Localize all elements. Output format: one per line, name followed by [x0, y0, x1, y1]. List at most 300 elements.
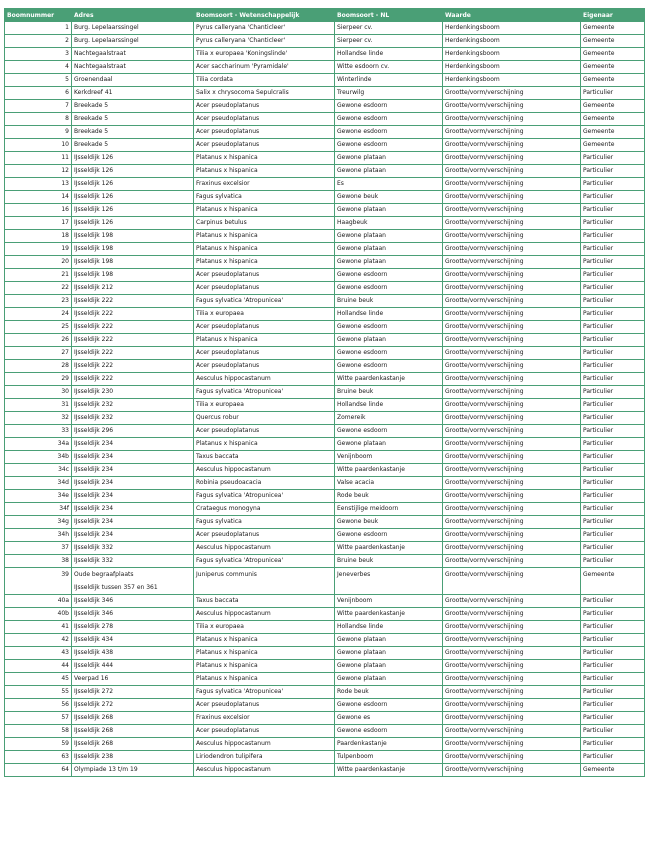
boomnummer-cell: 34f: [5, 503, 72, 516]
boomnummer-cell: 12: [5, 165, 72, 178]
waarde-cell: Grootte/vorm/verschijning: [443, 295, 581, 308]
boomnummer-cell: 59: [5, 738, 72, 751]
table-row: [5, 451, 645, 464]
waarde-cell: Grootte/vorm/verschijning: [443, 386, 581, 399]
eigenaar-cell: Gemeente: [581, 100, 645, 113]
wetenschappelijk-cell: Platanus x hispanica: [194, 152, 335, 165]
waarde-cell: Grootte/vorm/verschijning: [443, 113, 581, 126]
wetenschappelijk-cell: Juniperus communis: [194, 568, 335, 595]
table-row: [5, 464, 645, 477]
boomnummer-cell: 37: [5, 542, 72, 555]
waarde-cell: Grootte/vorm/verschijning: [443, 87, 581, 100]
wetenschappelijk-cell: Fagus sylvatica 'Atropunicea': [194, 555, 335, 568]
table-body: [5, 22, 645, 777]
address-line: Oude begraafplaats: [74, 571, 134, 578]
waarde-cell: Grootte/vorm/verschijning: [443, 425, 581, 438]
wetenschappelijk-cell: Acer saccharinum 'Pyramidale': [194, 61, 335, 74]
col-header-adres: Adres: [72, 9, 194, 22]
table-row: [5, 126, 645, 139]
col-header-eigenaar: Eigenaar: [581, 9, 645, 22]
boomnummer-cell: 8: [5, 113, 72, 126]
eigenaar-cell: Particulier: [581, 412, 645, 425]
eigenaar-cell: Particulier: [581, 673, 645, 686]
adres-cell: IJsseldijk 346: [72, 595, 194, 608]
wetenschappelijk-cell: Platanus x hispanica: [194, 243, 335, 256]
adres-cell: Burg. Lepelaarssingel: [72, 35, 194, 48]
table-row: [5, 568, 645, 595]
adres-cell: Kerkdreef 41: [72, 87, 194, 100]
waarde-cell: Grootte/vorm/verschijning: [443, 529, 581, 542]
nl-cell: Gewone esdoorn: [335, 269, 443, 282]
wetenschappelijk-cell: Acer pseudoplatanus: [194, 139, 335, 152]
adres-cell: IJsseldijk 230: [72, 386, 194, 399]
wetenschappelijk-cell: Fraxinus excelsior: [194, 178, 335, 191]
nl-cell: Valse acacia: [335, 477, 443, 490]
wetenschappelijk-cell: Fagus sylvatica 'Atropunicea': [194, 295, 335, 308]
eigenaar-cell: Particulier: [581, 360, 645, 373]
adres-cell: Breekade 5: [72, 113, 194, 126]
eigenaar-cell: Particulier: [581, 87, 645, 100]
table-row: [5, 503, 645, 516]
nl-cell: Haagbeuk: [335, 217, 443, 230]
nl-cell: Rode beuk: [335, 686, 443, 699]
nl-cell: Gewone plataan: [335, 152, 443, 165]
eigenaar-cell: Particulier: [581, 269, 645, 282]
nl-cell: Gewone esdoorn: [335, 529, 443, 542]
adres-cell: IJsseldijk 234: [72, 451, 194, 464]
table-row: [5, 191, 645, 204]
wetenschappelijk-cell: Platanus x hispanica: [194, 634, 335, 647]
nl-cell: Gewone plataan: [335, 438, 443, 451]
nl-cell: Paardenkastanje: [335, 738, 443, 751]
adres-cell: Breekade 5: [72, 100, 194, 113]
table-row: [5, 178, 645, 191]
nl-cell: Tulpenboom: [335, 751, 443, 764]
boomnummer-cell: 1: [5, 22, 72, 35]
waarde-cell: Grootte/vorm/verschijning: [443, 308, 581, 321]
adres-cell: IJsseldijk 238: [72, 751, 194, 764]
adres-cell: Breekade 5: [72, 139, 194, 152]
adres-cell: IJsseldijk 212: [72, 282, 194, 295]
eigenaar-cell: Gemeente: [581, 126, 645, 139]
boomnummer-cell: 27: [5, 347, 72, 360]
wetenschappelijk-cell: Platanus x hispanica: [194, 204, 335, 217]
eigenaar-cell: Particulier: [581, 621, 645, 634]
eigenaar-cell: Gemeente: [581, 48, 645, 61]
table-row: [5, 386, 645, 399]
waarde-cell: Grootte/vorm/verschijning: [443, 217, 581, 230]
nl-cell: Gewone es: [335, 712, 443, 725]
waarde-cell: Grootte/vorm/verschijning: [443, 647, 581, 660]
nl-cell: Zomereik: [335, 412, 443, 425]
wetenschappelijk-cell: Aesculus hippocastanum: [194, 542, 335, 555]
eigenaar-cell: Gemeente: [581, 139, 645, 152]
waarde-cell: Grootte/vorm/verschijning: [443, 347, 581, 360]
eigenaar-cell: Particulier: [581, 490, 645, 503]
boomnummer-cell: 34h: [5, 529, 72, 542]
nl-cell: Gewone esdoorn: [335, 282, 443, 295]
boomnummer-cell: 24: [5, 308, 72, 321]
wetenschappelijk-cell: Acer pseudoplatanus: [194, 529, 335, 542]
table-row: [5, 438, 645, 451]
col-header-boomnummer: Boomnummer: [5, 9, 72, 22]
eigenaar-cell: Gemeente: [581, 764, 645, 777]
table-row: [5, 516, 645, 529]
boomnummer-cell: 30: [5, 386, 72, 399]
wetenschappelijk-cell: Salix x chrysocoma Sepulcralis: [194, 87, 335, 100]
adres-cell: IJsseldijk 438: [72, 647, 194, 660]
adres-cell: Nachtegaalstraat: [72, 61, 194, 74]
nl-cell: Gewone esdoorn: [335, 139, 443, 152]
nl-cell: Venijnboom: [335, 595, 443, 608]
nl-cell: Witte paardenkastanje: [335, 464, 443, 477]
boomnummer-cell: 44: [5, 660, 72, 673]
eigenaar-cell: Particulier: [581, 217, 645, 230]
table-row: [5, 477, 645, 490]
address-line: IJsseldijk tussen 357 en 361: [74, 584, 158, 591]
adres-cell: IJsseldijk 126: [72, 191, 194, 204]
table-row: [5, 243, 645, 256]
wetenschappelijk-cell: Platanus x hispanica: [194, 230, 335, 243]
adres-cell: Veerpad 16: [72, 673, 194, 686]
boomnummer-cell: 20: [5, 256, 72, 269]
boomnummer-cell: 40a: [5, 595, 72, 608]
table-row: [5, 295, 645, 308]
waarde-cell: Grootte/vorm/verschijning: [443, 412, 581, 425]
wetenschappelijk-cell: Acer pseudoplatanus: [194, 725, 335, 738]
wetenschappelijk-cell: Fagus sylvatica: [194, 516, 335, 529]
adres-cell: Burg. Lepelaarssingel: [72, 22, 194, 35]
nl-cell: Gewone esdoorn: [335, 100, 443, 113]
wetenschappelijk-cell: Aesculus hippocastanum: [194, 373, 335, 386]
waarde-cell: Herdenkingsboom: [443, 35, 581, 48]
eigenaar-cell: Particulier: [581, 647, 645, 660]
waarde-cell: Grootte/vorm/verschijning: [443, 490, 581, 503]
wetenschappelijk-cell: Fagus sylvatica 'Atropunicea': [194, 490, 335, 503]
table-row: [5, 686, 645, 699]
wetenschappelijk-cell: Taxus baccata: [194, 451, 335, 464]
nl-cell: Gewone beuk: [335, 191, 443, 204]
boomnummer-cell: 13: [5, 178, 72, 191]
boomnummer-cell: 34b: [5, 451, 72, 464]
trees-table: [4, 8, 645, 777]
table-row: [5, 139, 645, 152]
eigenaar-cell: Particulier: [581, 334, 645, 347]
wetenschappelijk-cell: Platanus x hispanica: [194, 334, 335, 347]
table-row: [5, 490, 645, 503]
nl-cell: Gewone plataan: [335, 660, 443, 673]
adres-cell: IJsseldijk 234: [72, 477, 194, 490]
table-row: [5, 673, 645, 686]
boomnummer-cell: 29: [5, 373, 72, 386]
waarde-cell: Grootte/vorm/verschijning: [443, 243, 581, 256]
waarde-cell: Grootte/vorm/verschijning: [443, 230, 581, 243]
waarde-cell: Grootte/vorm/verschijning: [443, 126, 581, 139]
boomnummer-cell: 34d: [5, 477, 72, 490]
adres-cell: IJsseldijk 126: [72, 152, 194, 165]
wetenschappelijk-cell: Fagus sylvatica 'Atropunicea': [194, 686, 335, 699]
nl-cell: Bruine beuk: [335, 295, 443, 308]
eigenaar-cell: Particulier: [581, 699, 645, 712]
boomnummer-cell: 10: [5, 139, 72, 152]
nl-cell: Gewone plataan: [335, 256, 443, 269]
wetenschappelijk-cell: Tilia x europaea: [194, 621, 335, 634]
boomnummer-cell: 16: [5, 204, 72, 217]
boomnummer-cell: 58: [5, 725, 72, 738]
table-row: [5, 204, 645, 217]
wetenschappelijk-cell: Quercus robur: [194, 412, 335, 425]
eigenaar-cell: Particulier: [581, 178, 645, 191]
nl-cell: Venijnboom: [335, 451, 443, 464]
nl-cell: Gewone esdoorn: [335, 360, 443, 373]
waarde-cell: Grootte/vorm/verschijning: [443, 568, 581, 595]
wetenschappelijk-cell: Acer pseudoplatanus: [194, 269, 335, 282]
adres-cell: IJsseldijk 272: [72, 699, 194, 712]
eigenaar-cell: Particulier: [581, 321, 645, 334]
nl-cell: Gewone esdoorn: [335, 321, 443, 334]
wetenschappelijk-cell: Tilia cordata: [194, 74, 335, 87]
boomnummer-cell: 39: [5, 568, 72, 595]
nl-cell: Hollandse linde: [335, 48, 443, 61]
eigenaar-cell: Gemeente: [581, 35, 645, 48]
nl-cell: Gewone esdoorn: [335, 347, 443, 360]
table-row: [5, 399, 645, 412]
boomnummer-cell: 34e: [5, 490, 72, 503]
eigenaar-cell: Particulier: [581, 542, 645, 555]
table-row: [5, 152, 645, 165]
table-row: [5, 230, 645, 243]
col-header-wetenschappelijk: Boomsoort - Wetenschappelijk: [194, 9, 335, 22]
wetenschappelijk-cell: Liriodendron tulipifera: [194, 751, 335, 764]
nl-cell: Gewone plataan: [335, 204, 443, 217]
boomnummer-cell: 40b: [5, 608, 72, 621]
table-row: [5, 595, 645, 608]
eigenaar-cell: Particulier: [581, 308, 645, 321]
waarde-cell: Herdenkingsboom: [443, 48, 581, 61]
nl-cell: Gewone plataan: [335, 673, 443, 686]
waarde-cell: Grootte/vorm/verschijning: [443, 660, 581, 673]
wetenschappelijk-cell: Acer pseudoplatanus: [194, 699, 335, 712]
boomnummer-cell: 18: [5, 230, 72, 243]
waarde-cell: Grootte/vorm/verschijning: [443, 699, 581, 712]
table-row: [5, 412, 645, 425]
nl-cell: Gewone esdoorn: [335, 113, 443, 126]
eigenaar-cell: Particulier: [581, 660, 645, 673]
table-row: [5, 712, 645, 725]
table-row: [5, 621, 645, 634]
waarde-cell: Grootte/vorm/verschijning: [443, 373, 581, 386]
adres-cell: IJsseldijk 126: [72, 217, 194, 230]
table-row: [5, 725, 645, 738]
eigenaar-cell: Particulier: [581, 686, 645, 699]
table-row: [5, 425, 645, 438]
wetenschappelijk-cell: Pyrus calleryana 'Chanticleer': [194, 35, 335, 48]
adres-cell: [72, 568, 194, 595]
waarde-cell: Herdenkingsboom: [443, 74, 581, 87]
table-row: [5, 165, 645, 178]
boomnummer-cell: 9: [5, 126, 72, 139]
nl-cell: Es: [335, 178, 443, 191]
table-row: [5, 373, 645, 386]
adres-cell: IJsseldijk 332: [72, 542, 194, 555]
adres-cell: IJsseldijk 268: [72, 738, 194, 751]
nl-cell: Jeneverbes: [335, 568, 443, 595]
eigenaar-cell: Gemeente: [581, 22, 645, 35]
nl-cell: Witte paardenkastanje: [335, 373, 443, 386]
table-row: [5, 269, 645, 282]
boomnummer-cell: 23: [5, 295, 72, 308]
wetenschappelijk-cell: Platanus x hispanica: [194, 165, 335, 178]
table-row: [5, 647, 645, 660]
wetenschappelijk-cell: Aesculus hippocastanum: [194, 738, 335, 751]
table-row: [5, 608, 645, 621]
adres-cell: IJsseldijk 198: [72, 230, 194, 243]
adres-cell: IJsseldijk 222: [72, 308, 194, 321]
nl-cell: Bruine beuk: [335, 386, 443, 399]
adres-cell: IJsseldijk 126: [72, 165, 194, 178]
nl-cell: Hollandse linde: [335, 621, 443, 634]
adres-cell: IJsseldijk 444: [72, 660, 194, 673]
nl-cell: Witte paardenkastanje: [335, 542, 443, 555]
nl-cell: Sierpeer cv.: [335, 22, 443, 35]
adres-cell: IJsseldijk 272: [72, 686, 194, 699]
eigenaar-cell: Particulier: [581, 725, 645, 738]
adres-cell: IJsseldijk 434: [72, 634, 194, 647]
wetenschappelijk-cell: Tilia x europaea: [194, 308, 335, 321]
adres-cell: IJsseldijk 234: [72, 464, 194, 477]
nl-cell: Bruine beuk: [335, 555, 443, 568]
nl-cell: Hollandse linde: [335, 308, 443, 321]
nl-cell: Gewone esdoorn: [335, 425, 443, 438]
table-row: [5, 113, 645, 126]
waarde-cell: Grootte/vorm/verschijning: [443, 542, 581, 555]
wetenschappelijk-cell: Platanus x hispanica: [194, 438, 335, 451]
waarde-cell: Grootte/vorm/verschijning: [443, 334, 581, 347]
nl-cell: Witte esdoorn cv.: [335, 61, 443, 74]
adres-cell: IJsseldijk 222: [72, 321, 194, 334]
waarde-cell: Grootte/vorm/verschijning: [443, 451, 581, 464]
boomnummer-cell: 57: [5, 712, 72, 725]
nl-cell: Winterlinde: [335, 74, 443, 87]
wetenschappelijk-cell: Fraxinus excelsior: [194, 712, 335, 725]
eigenaar-cell: Gemeente: [581, 61, 645, 74]
table-row: [5, 347, 645, 360]
wetenschappelijk-cell: Fagus sylvatica 'Atropunicea': [194, 386, 335, 399]
adres-cell: IJsseldijk 234: [72, 516, 194, 529]
adres-cell: IJsseldijk 198: [72, 256, 194, 269]
nl-cell: Hollandse linde: [335, 399, 443, 412]
table-row: [5, 529, 645, 542]
boomnummer-cell: 5: [5, 74, 72, 87]
boomnummer-cell: 42: [5, 634, 72, 647]
eigenaar-cell: Particulier: [581, 282, 645, 295]
nl-cell: Rode beuk: [335, 490, 443, 503]
wetenschappelijk-cell: Acer pseudoplatanus: [194, 360, 335, 373]
waarde-cell: Grootte/vorm/verschijning: [443, 269, 581, 282]
table-row: [5, 634, 645, 647]
waarde-cell: Grootte/vorm/verschijning: [443, 673, 581, 686]
waarde-cell: Grootte/vorm/verschijning: [443, 256, 581, 269]
waarde-cell: Grootte/vorm/verschijning: [443, 738, 581, 751]
wetenschappelijk-cell: Aesculus hippocastanum: [194, 764, 335, 777]
table-row: [5, 660, 645, 673]
waarde-cell: Grootte/vorm/verschijning: [443, 477, 581, 490]
waarde-cell: Grootte/vorm/verschijning: [443, 712, 581, 725]
boomnummer-cell: 7: [5, 100, 72, 113]
eigenaar-cell: Gemeente: [581, 74, 645, 87]
waarde-cell: Grootte/vorm/verschijning: [443, 621, 581, 634]
eigenaar-cell: Particulier: [581, 503, 645, 516]
boomnummer-cell: 38: [5, 555, 72, 568]
wetenschappelijk-cell: Crataegus monogyna: [194, 503, 335, 516]
waarde-cell: Herdenkingsboom: [443, 61, 581, 74]
wetenschappelijk-cell: Pyrus calleryana 'Chanticleer': [194, 22, 335, 35]
waarde-cell: Grootte/vorm/verschijning: [443, 191, 581, 204]
adres-cell: IJsseldijk 198: [72, 269, 194, 282]
waarde-cell: Grootte/vorm/verschijning: [443, 634, 581, 647]
table-row: [5, 256, 645, 269]
table-row: [5, 87, 645, 100]
waarde-cell: Grootte/vorm/verschijning: [443, 464, 581, 477]
waarde-cell: Grootte/vorm/verschijning: [443, 608, 581, 621]
waarde-cell: Grootte/vorm/verschijning: [443, 751, 581, 764]
eigenaar-cell: Particulier: [581, 347, 645, 360]
table-row: [5, 738, 645, 751]
adres-cell: IJsseldijk 346: [72, 608, 194, 621]
eigenaar-cell: Particulier: [581, 152, 645, 165]
boomnummer-cell: 22: [5, 282, 72, 295]
eigenaar-cell: Particulier: [581, 438, 645, 451]
header-row: [5, 9, 645, 22]
waarde-cell: Grootte/vorm/verschijning: [443, 204, 581, 217]
wetenschappelijk-cell: Acer pseudoplatanus: [194, 425, 335, 438]
adres-cell: IJsseldijk 222: [72, 373, 194, 386]
eigenaar-cell: Particulier: [581, 608, 645, 621]
boomnummer-cell: 64: [5, 764, 72, 777]
wetenschappelijk-cell: Acer pseudoplatanus: [194, 126, 335, 139]
adres-cell: IJsseldijk 222: [72, 347, 194, 360]
wetenschappelijk-cell: Tilia x europaea: [194, 399, 335, 412]
nl-cell: Gewone plataan: [335, 243, 443, 256]
boomnummer-cell: 43: [5, 647, 72, 660]
eigenaar-cell: Particulier: [581, 738, 645, 751]
wetenschappelijk-cell: Platanus x hispanica: [194, 673, 335, 686]
adres-cell: IJsseldijk 126: [72, 178, 194, 191]
eigenaar-cell: Particulier: [581, 529, 645, 542]
wetenschappelijk-cell: Carpinus betulus: [194, 217, 335, 230]
boomnummer-cell: 31: [5, 399, 72, 412]
boomnummer-cell: 11: [5, 152, 72, 165]
adres-cell: IJsseldijk 268: [72, 712, 194, 725]
wetenschappelijk-cell: Platanus x hispanica: [194, 647, 335, 660]
adres-cell: IJsseldijk 234: [72, 438, 194, 451]
nl-cell: Gewone plataan: [335, 334, 443, 347]
eigenaar-cell: Particulier: [581, 751, 645, 764]
table-row: [5, 542, 645, 555]
adres-cell: IJsseldijk 278: [72, 621, 194, 634]
table-row: [5, 308, 645, 321]
table-row: [5, 61, 645, 74]
table-row: [5, 217, 645, 230]
eigenaar-cell: Particulier: [581, 243, 645, 256]
boomnummer-cell: 34c: [5, 464, 72, 477]
nl-cell: Sierpeer cv.: [335, 35, 443, 48]
eigenaar-cell: Particulier: [581, 451, 645, 464]
waarde-cell: Grootte/vorm/verschijning: [443, 764, 581, 777]
wetenschappelijk-cell: Taxus baccata: [194, 595, 335, 608]
table-row: [5, 22, 645, 35]
eigenaar-cell: Particulier: [581, 634, 645, 647]
